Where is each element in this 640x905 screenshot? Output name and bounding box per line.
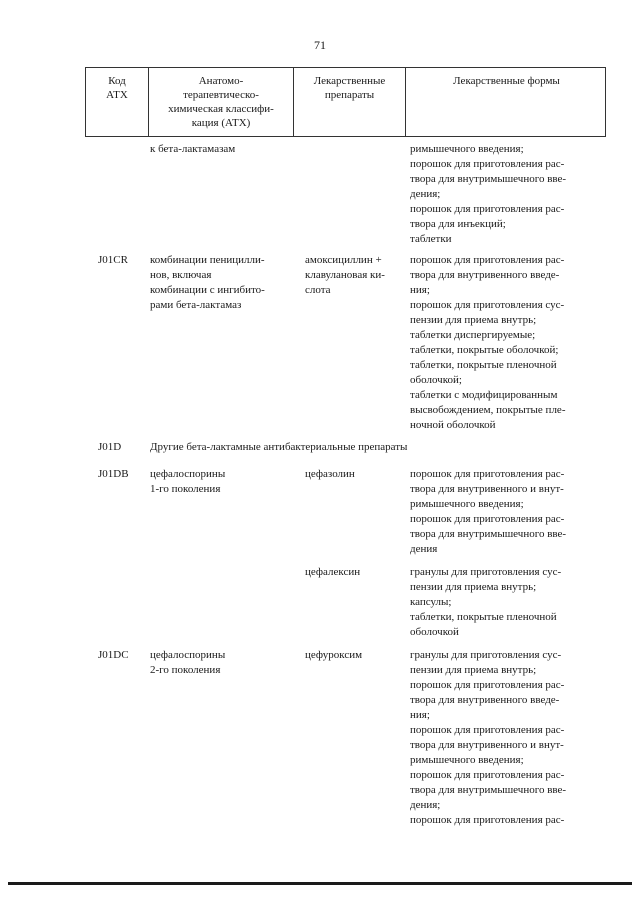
text-line: комбинации пеницилли-	[150, 254, 265, 266]
text-line: твора для внутривенного введе-	[410, 694, 560, 706]
text-line: гранулы для приготовления сус-	[410, 649, 562, 661]
row-0-forms	[410, 142, 606, 247]
row-1-drugs	[305, 253, 405, 298]
table-header	[85, 67, 606, 137]
text-line: гранулы для приготовления сус-	[410, 566, 562, 578]
text-line: римышечного введения;	[410, 143, 524, 155]
header-text-line: Лекарственные	[313, 75, 386, 87]
row-1-classification	[150, 253, 298, 313]
text-line: порошок для приготовления рас-	[410, 814, 565, 826]
text-line: ния;	[410, 709, 430, 721]
text-line: 1-го поколения	[150, 483, 221, 495]
text-line: комбинации с ингибито-	[150, 284, 265, 296]
header-forms	[405, 68, 607, 136]
text-line: порошок для приготовления рас-	[410, 513, 565, 525]
text-line: твора для внутривенного и внут-	[410, 739, 564, 751]
header-text-line: препараты	[324, 89, 375, 101]
text-line: таблетки, покрытые пленочной	[410, 359, 557, 371]
row-3-drugs	[305, 467, 405, 482]
text-line: нов, включая	[150, 269, 212, 281]
header-text-line: Анатомо-	[198, 75, 244, 87]
text-line: таблетки с модифицированным	[410, 389, 558, 401]
text-line: порошок для приготовления рас-	[410, 679, 565, 691]
text-line: 2-го поколения	[150, 664, 221, 676]
page-number: 71	[314, 38, 326, 52]
header-text-line: Лекарственные формы	[453, 75, 560, 87]
text-line: цефалоспорины	[150, 468, 226, 480]
text-line: римышечного введения;	[410, 498, 524, 510]
row-4-forms	[410, 565, 606, 640]
text-line: дения;	[410, 188, 441, 200]
text-line: порошок для приготовления рас-	[410, 158, 565, 170]
text-line: амоксициллин +	[305, 254, 382, 266]
text-line: дения	[410, 543, 438, 555]
text-line: порошок для приготовления рас-	[410, 468, 565, 480]
row-3-code: J01DB	[98, 468, 129, 480]
text-line: порошок для приготовления рас-	[410, 254, 565, 266]
text-line: цефуроксим	[305, 649, 363, 661]
text-line: к бета-лактамазам	[150, 143, 236, 155]
text-line: цефазолин	[305, 468, 355, 480]
text-line: оболочкой;	[410, 374, 462, 386]
text-line: цефалексин	[305, 566, 361, 578]
row-3-classification	[150, 467, 298, 497]
row-3-forms	[410, 467, 606, 557]
text-line: клавулановая ки-	[305, 269, 385, 281]
row-1-code: J01CR	[98, 254, 128, 266]
text-line: таблетки, покрытые пленочной	[410, 611, 557, 623]
header-code	[86, 68, 148, 136]
text-line: цефалоспорины	[150, 649, 226, 661]
row-4-drugs	[305, 565, 405, 580]
row-5-code: J01DC	[98, 649, 129, 661]
text-line: ночной оболочкой	[410, 419, 496, 431]
text-line: порошок для приготовления сус-	[410, 299, 565, 311]
row-5-drugs	[305, 648, 405, 663]
text-line: таблетки, покрытые оболочкой;	[410, 344, 559, 356]
row-5-forms	[410, 648, 606, 828]
text-line: таблетки диспергируемые;	[410, 329, 536, 341]
text-line: высвобождением, покрытые пле-	[410, 404, 566, 416]
text-line: твора для инъекций;	[410, 218, 506, 230]
text-line: капсулы;	[410, 596, 452, 608]
row-2-classification	[150, 440, 408, 455]
text-line: твора для внутримышечного вве-	[410, 528, 567, 540]
text-line: таблетки	[410, 233, 452, 245]
text-line: оболочкой	[410, 626, 459, 638]
text-line: Другие бета-лактамные антибактериальные препараты	[150, 441, 408, 453]
text-line: порошок для приготовления рас-	[410, 769, 565, 781]
text-line: твора для внутримышечного вве-	[410, 784, 567, 796]
text-line: дения;	[410, 799, 441, 811]
text-line: пензии для приема внутрь;	[410, 581, 537, 593]
text-line: слота	[305, 284, 331, 296]
text-line: твора для внутримышечного вве-	[410, 173, 567, 185]
page-bottom-rule	[8, 882, 632, 885]
header-classification	[148, 68, 293, 136]
row-1-forms	[410, 253, 606, 433]
header-text-line: АТХ	[106, 89, 128, 101]
text-line: пензии для приема внутрь;	[410, 314, 537, 326]
text-line: твора для внутривенного и внут-	[410, 483, 564, 495]
header-text-line: кация (АТХ)	[191, 117, 251, 129]
text-line: римышечного введения;	[410, 754, 524, 766]
text-line: пензии для приема внутрь;	[410, 664, 537, 676]
text-line: ния;	[410, 284, 430, 296]
header-drugs	[293, 68, 405, 136]
header-text-line: терапевтическо-	[183, 89, 259, 101]
header-text-line: химическая классифи-	[168, 103, 274, 115]
text-line: порошок для приготовления рас-	[410, 724, 565, 736]
text-line: рами бета-лактамаз	[150, 299, 242, 311]
header-text-line: Код	[108, 75, 126, 87]
row-5-classification	[150, 648, 298, 678]
text-line: порошок для приготовления рас-	[410, 203, 565, 215]
row-0-classification	[150, 142, 298, 157]
row-2-code: J01D	[98, 441, 122, 453]
text-line: твора для внутривенного введе-	[410, 269, 560, 281]
